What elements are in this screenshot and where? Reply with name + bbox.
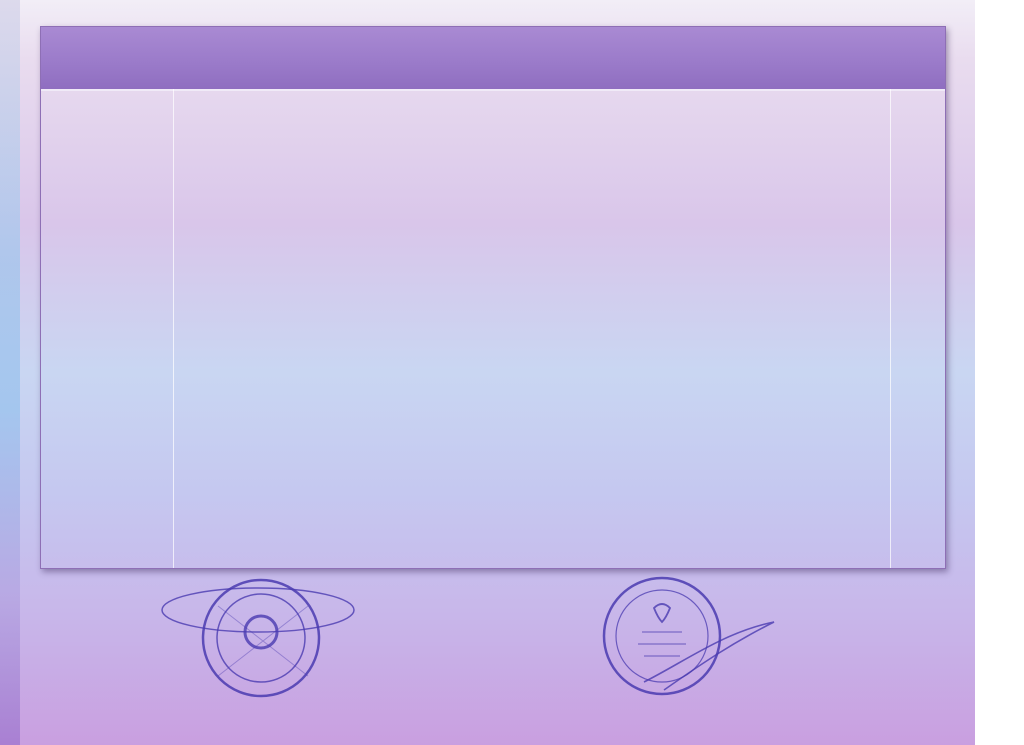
land-price-table [40,26,946,569]
header-price [41,27,173,89]
council-seal-stamp [158,566,358,706]
header-description [174,27,890,89]
header-index [890,27,945,89]
column-divider [173,89,174,568]
spiral-binding [975,0,1024,745]
table-header [41,27,945,91]
column-divider [890,89,891,568]
municipality-seal-stamp [584,572,784,702]
